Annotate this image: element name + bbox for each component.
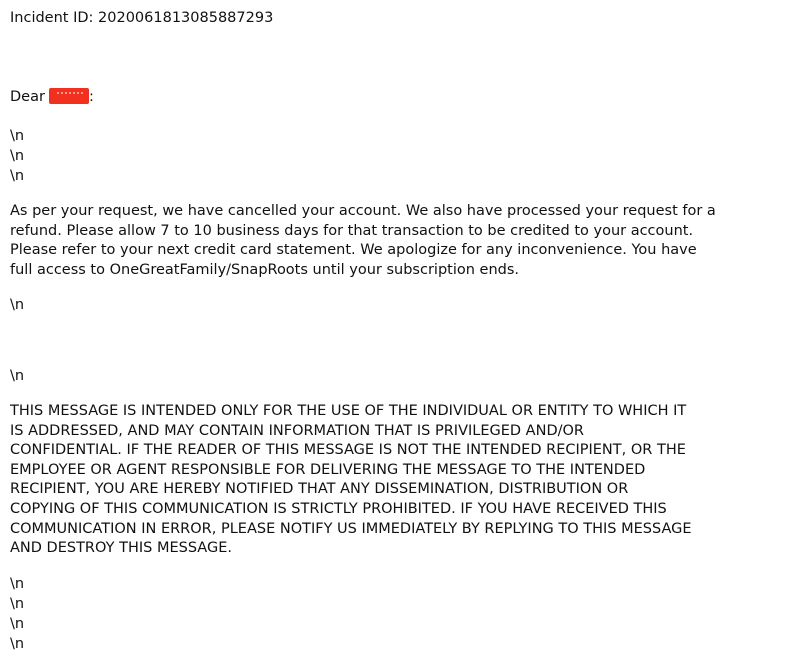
escape-marker: \n (10, 297, 25, 313)
disclaimer-line: CONFIDENTIAL. IF THE READER OF THIS MESSAGE IS NOT THE INTENDED RECIPIENT, OR THE (10, 442, 686, 459)
greeting-suffix: : (88, 89, 94, 105)
escape-marker: \n (10, 576, 25, 592)
disclaimer-line: THIS MESSAGE IS INTENDED ONLY FOR THE USE OF THE INDIVIDUAL OR ENTITY TO WHICH IT (10, 403, 687, 419)
message-paragraph (10, 202, 795, 280)
disclaimer-line: COMMUNICATION IN ERROR, PLEASE NOTIFY US IMMEDIATELY BY REPLYING TO THIS MESSAGE (10, 520, 692, 537)
message-line: As per your request, we have cancelled your account. We also have processed your request for a (10, 203, 716, 219)
escape-marker: \n (10, 368, 25, 384)
message-line: Please refer to your next credit card statement. We apologize for any inconvenience. You have (10, 242, 697, 259)
escape-marker: \n (10, 168, 25, 184)
escape-marker: \n (10, 148, 25, 164)
greeting (10, 88, 94, 108)
message-line: refund. Please allow 7 to 10 business days for that transaction to be credited to your account. (10, 222, 694, 239)
message-line: full access to OneGreatFamily/SnapRoots until your subscription ends. (10, 261, 520, 278)
escape-marker: \n (10, 596, 25, 612)
disclaimer-line: COPYING OF THIS COMMUNICATION IS STRICTLY PROHIBITED. IF YOU HAVE RECEIVED THIS (10, 500, 667, 517)
disclaimer-paragraph (10, 402, 795, 559)
disclaimer-line: IS ADDRESSED, AND MAY CONTAIN INFORMATION THAT IS PRIVILEGED AND/OR (10, 422, 584, 439)
escape-marker: \n (10, 128, 25, 144)
escape-marker: \n (10, 616, 25, 632)
disclaimer-line: RECIPIENT, YOU ARE HEREBY NOTIFIED THAT ANY DISSEMINATION, DISTRIBUTION OR (10, 481, 629, 498)
disclaimer-line: AND DESTROY THIS MESSAGE. (10, 540, 232, 557)
redacted-name (49, 88, 89, 104)
incident-id: Incident ID: 2020061813085887293 (10, 10, 274, 26)
disclaimer-line: EMPLOYEE OR AGENT RESPONSIBLE FOR DELIVERING THE MESSAGE TO THE INTENDED (10, 461, 646, 478)
escape-marker: \n (10, 636, 25, 652)
greeting-prefix: Dear (10, 89, 45, 105)
